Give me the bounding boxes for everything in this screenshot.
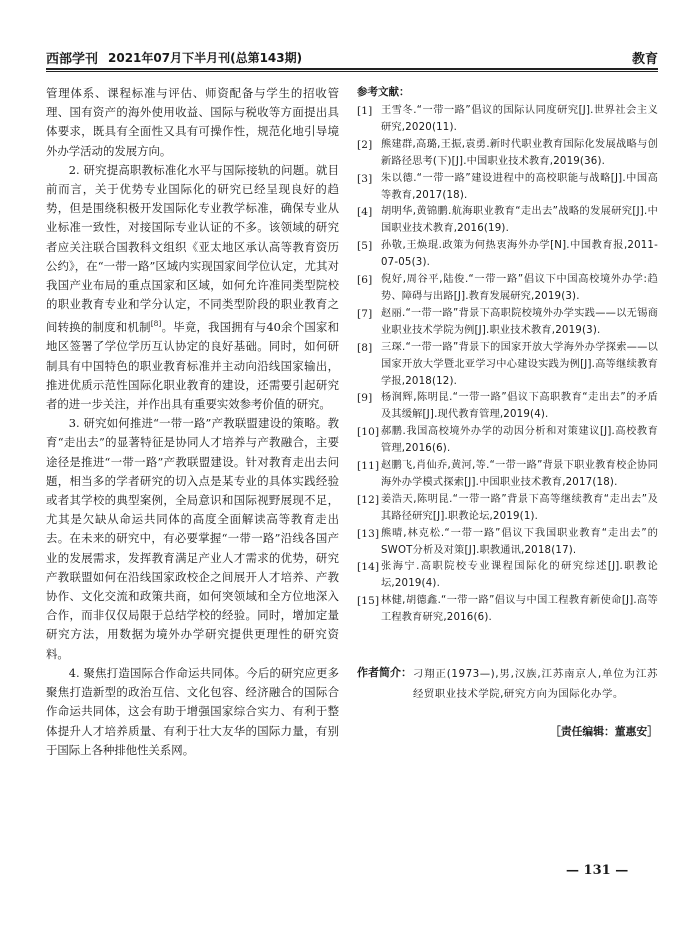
body-paragraph: 3. 研究如何推进“一带一路”产教联盟建设的策略。教育“走出去”的显著特征是协同人才培养与产教融合，主要途径是推进“一带一路”产教联盟建设。针对教育走出去问题，相当多的学者研究的切入点是某专业的具体实践经验或者其学校的典型案例，全局意识和国际视野展现不足，尤其是欠缺从命运共同体的高度全面解读高等教育走出去。在未来的研究中，有必要掌握“一带一路”沿线各国产业的发展需求，发挥教育满足产业人才需求的优势，研究产教联盟如何在沿线国家政校企之间展开人才培养、产教协作、文化交流和政策共商，如何突领域和全方位地深入合作，而非仅仅局限于总结学校的经验。同时，增加定量研究方法，用数据为境外办学研究提供更理性的研究资料。 bbox=[46, 416, 339, 661]
reference-item bbox=[357, 559, 658, 593]
references-list bbox=[357, 103, 658, 627]
references-section bbox=[357, 84, 658, 627]
page-number: — 131 — bbox=[566, 863, 629, 878]
reference-item bbox=[357, 171, 658, 205]
header-rule bbox=[46, 68, 658, 70]
reference-item bbox=[357, 390, 658, 424]
reference-text: 孙敬,王焕琨.政策为何热衷海外办学[N].中国教育报,2011-07-05(3). bbox=[381, 240, 658, 269]
reference-text: 赵鹏飞,肖仙乔,黄河,等.“一带一路”背景下职业教育校企协同海外办学模式探索[J].中国职业技术教育,2017(18). bbox=[381, 460, 658, 488]
reference-item bbox=[357, 137, 658, 171]
reference-text: 姜浩天,陈明昆.“一带一路”背景下高等继续教育“走出去”及其路径研究[J].职教论坛,2019(1). bbox=[381, 493, 658, 522]
reference-number: [14] bbox=[357, 561, 380, 574]
reference-number: [3] bbox=[357, 172, 373, 185]
body-paragraph bbox=[46, 161, 339, 414]
reference-item bbox=[357, 458, 658, 492]
reference-text: 熊建群,高璐,王振,袁勇.新时代职业教育国际化发展战略与创新路径思考(下)[J].中国职业技术教育,2019(36). bbox=[381, 138, 658, 167]
section-name: 教育 bbox=[631, 52, 658, 67]
reference-number: [11] bbox=[357, 460, 380, 473]
reference-text: 三琛.“一带一路”背景下的国家开放大学海外办学探索——以国家开放大学暨北亚学习中心建设实践为例[J].高等继续教育学报,2018(12). bbox=[381, 341, 658, 387]
reference-text: 林健,胡德鑫.“一带一路”倡议与中国工程教育新使命[J].高等工程教育研究,2016(6). bbox=[381, 595, 658, 624]
reference-text: 朱以德.“一带一路”建设进程中的高校职能与战略[J].中国高等教育,2017(18). bbox=[381, 172, 658, 201]
body-text-column bbox=[46, 84, 339, 760]
reference-number: [7] bbox=[357, 307, 373, 320]
reference-number: [6] bbox=[357, 274, 373, 287]
paragraph-text: 。毕竟，我国拥有与40余个国家和地区签署了学位学历互认协定的良好基础。同时，如何研制具有中国特色的职业教育标准并主动向沿线国家输出，推进优质示范性国际化职业教育的建设，还需要引起研究者的进一步关注，并作出具有重要实效参考价值的研究。 bbox=[46, 320, 339, 412]
reference-text: 张海宁.高职院校专业课程国际化的研究综述[J].职教论坛,2019(4). bbox=[381, 561, 658, 590]
reference-number: [15] bbox=[357, 595, 380, 608]
reference-number: [10] bbox=[357, 426, 380, 439]
reference-text: 胡明华,黄锦鹏.航海职业教育“走出去”战略的发展研究[J].中国职业技术教育,2016(19). bbox=[381, 206, 658, 235]
reference-item bbox=[357, 238, 658, 272]
reference-number: [4] bbox=[357, 206, 373, 219]
reference-text: 赵丽.“一带一路”背景下高职院校境外办学实践——以无锡商业职业技术学院为例[J].职业技术教育,2019(3). bbox=[381, 307, 658, 336]
reference-number: [13] bbox=[357, 527, 380, 540]
page-header bbox=[46, 48, 658, 68]
reference-text: 王雪冬.“一带一路”倡议的国际认同度研究[J].世界社会主义研究,2020(11). bbox=[381, 105, 658, 133]
author-bio-text: 刁翔正(1973—),男,汉族,江苏南京人,单位为江苏经贸职业技术学院,研究方向为国际化办学。 bbox=[413, 668, 658, 700]
reference-number: [5] bbox=[357, 240, 373, 253]
reference-text: 倪好,周谷平,陆俊.“一带一路”倡议下中国高校境外办学:趋势、障碍与出路[J].教育发展研究,2019(3). bbox=[381, 274, 658, 302]
reference-text: 郝鹏.我国高校境外办学的动因分析和对策建议[J].高校教育管理,2016(6). bbox=[381, 426, 658, 455]
reference-item bbox=[357, 272, 658, 306]
reference-number: [8] bbox=[357, 341, 373, 354]
reference-number: [9] bbox=[357, 392, 373, 405]
body-paragraph: 4. 聚焦打造国际合作命运共同体。今后的研究应更多聚焦打造新型的政治互信、文化包容、经济融合的国际合作命运共同体，这会有助于增强国家综合实力、有利于整体提升人才培养质量、有利于壮大友华的国际力量，有别于国际上各种排他性关系网。 bbox=[46, 665, 339, 757]
author-bio-label: 作者简介： bbox=[357, 666, 412, 679]
reference-item bbox=[357, 593, 658, 627]
reference-text: 熊晴,林克松.“一带一路”倡议下我国职业教育“走出去”的SWOT分析及对策[J].职教通讯,2018(17). bbox=[381, 527, 658, 556]
issue-info: 2021年07月下半月刊(总第143期) bbox=[108, 51, 303, 65]
reference-number: [1] bbox=[357, 105, 373, 117]
header-rule-thin bbox=[46, 71, 658, 72]
reference-text: 杨润辉,陈明昆.“一带一路”倡议下高职教育“走出去”的矛盾及其缓解[J].现代教育管理,2019(4). bbox=[381, 392, 658, 421]
reference-item bbox=[357, 204, 658, 238]
reference-number: [12] bbox=[357, 493, 380, 506]
citation-mark: [8] bbox=[150, 319, 162, 329]
journal-name: 西部学刊 bbox=[46, 52, 99, 67]
reference-number: [2] bbox=[357, 138, 373, 151]
reference-item bbox=[357, 103, 658, 137]
reference-item bbox=[357, 492, 658, 526]
reference-item bbox=[357, 306, 658, 340]
author-bio bbox=[357, 664, 658, 738]
reference-item bbox=[357, 424, 658, 458]
reference-item bbox=[357, 526, 658, 560]
responsible-editor: ［责任编辑：董惠安］ bbox=[550, 725, 658, 738]
body-paragraph: 管理体系、课程标准与评估、师资配备与学生的招收管理、国有资产的海外使用收益、国际与税收等方面提出具体要求，既具有全面性又具有可操作性，规范化地引导境外办学活动的发展方向。 bbox=[46, 86, 339, 158]
references-title: 参考文献： bbox=[357, 86, 410, 98]
reference-item bbox=[357, 340, 658, 391]
paragraph-text: 2. 研究提高职教标准化水平与国际接轨的问题。就目前而言，关于优势专业国际化的研究已经呈现良好的趋势，但是围绕积极开发国际化专业教学标准，确保专业从业标准一致性，对接国际专业认证的不多。该领域的研究者应关注联合国教科文组织《亚太地区承认高等教育资历公约》，在“一带一路”区域内实现国家间学位认定，尤其对我国产业布局的重点国家和区域，如何允许准同类型院校的职业教育专业和学分认定，不同类型阶段的职业教育之间转换的制度和机制 bbox=[46, 162, 339, 335]
